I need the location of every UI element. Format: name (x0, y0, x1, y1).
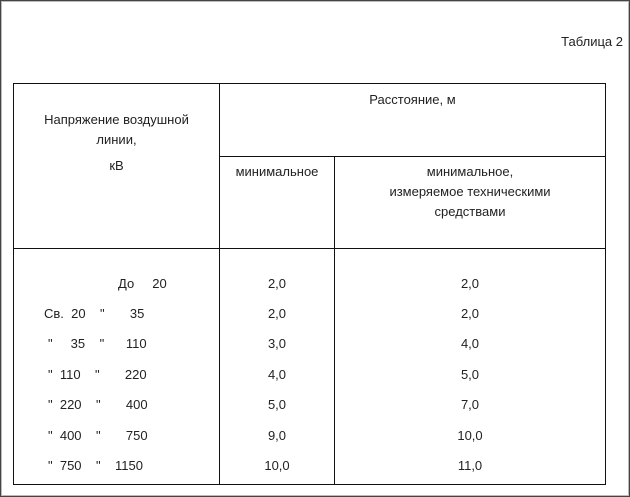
header-voltage-line1: Напряжение воздушной (44, 112, 189, 127)
row-measured: 7,0 (460, 397, 480, 412)
row-measured: 5,0 (460, 367, 480, 382)
row-min: 2,0 (267, 276, 287, 291)
row-label: " 110 " 220 (48, 367, 147, 382)
row-measured: 10,0 (457, 428, 483, 443)
row-measured: 2,0 (460, 276, 480, 291)
row-measured: 4,0 (460, 336, 480, 351)
header-measured (335, 162, 605, 222)
row-label: " 35 " 110 (48, 336, 147, 351)
row-label: " 220 " 400 (48, 397, 148, 412)
row-label: Св. 20 " 35 (44, 306, 145, 321)
row-min: 3,0 (267, 336, 287, 351)
row-min: 2,0 (267, 306, 287, 321)
header-voltage (14, 110, 219, 176)
row-label: До 20 (118, 276, 167, 291)
header-divider-body (14, 248, 605, 249)
row-min: 10,0 (264, 458, 290, 473)
row-label: " 400 " 750 (48, 428, 148, 443)
table-caption: Таблица 2 (561, 34, 623, 49)
header-minimum: минимальное (235, 164, 319, 179)
distance-table (13, 83, 606, 485)
header-measured-line2: измеряемое техническими (389, 184, 551, 199)
header-divider-group (220, 156, 605, 157)
row-min: 9,0 (267, 428, 287, 443)
header-voltage-line2: линии, (96, 132, 137, 147)
row-min: 4,0 (267, 367, 287, 382)
row-min: 5,0 (267, 397, 287, 412)
row-measured: 2,0 (460, 306, 480, 321)
row-measured: 11,0 (457, 458, 483, 473)
header-distance-group: Расстояние, м (369, 92, 456, 107)
header-measured-line1: минимальное, (426, 164, 514, 179)
header-voltage-unit: кВ (109, 158, 124, 173)
header-measured-line3: средствами (434, 204, 506, 219)
row-label: " 750 " 1150 (48, 458, 143, 473)
